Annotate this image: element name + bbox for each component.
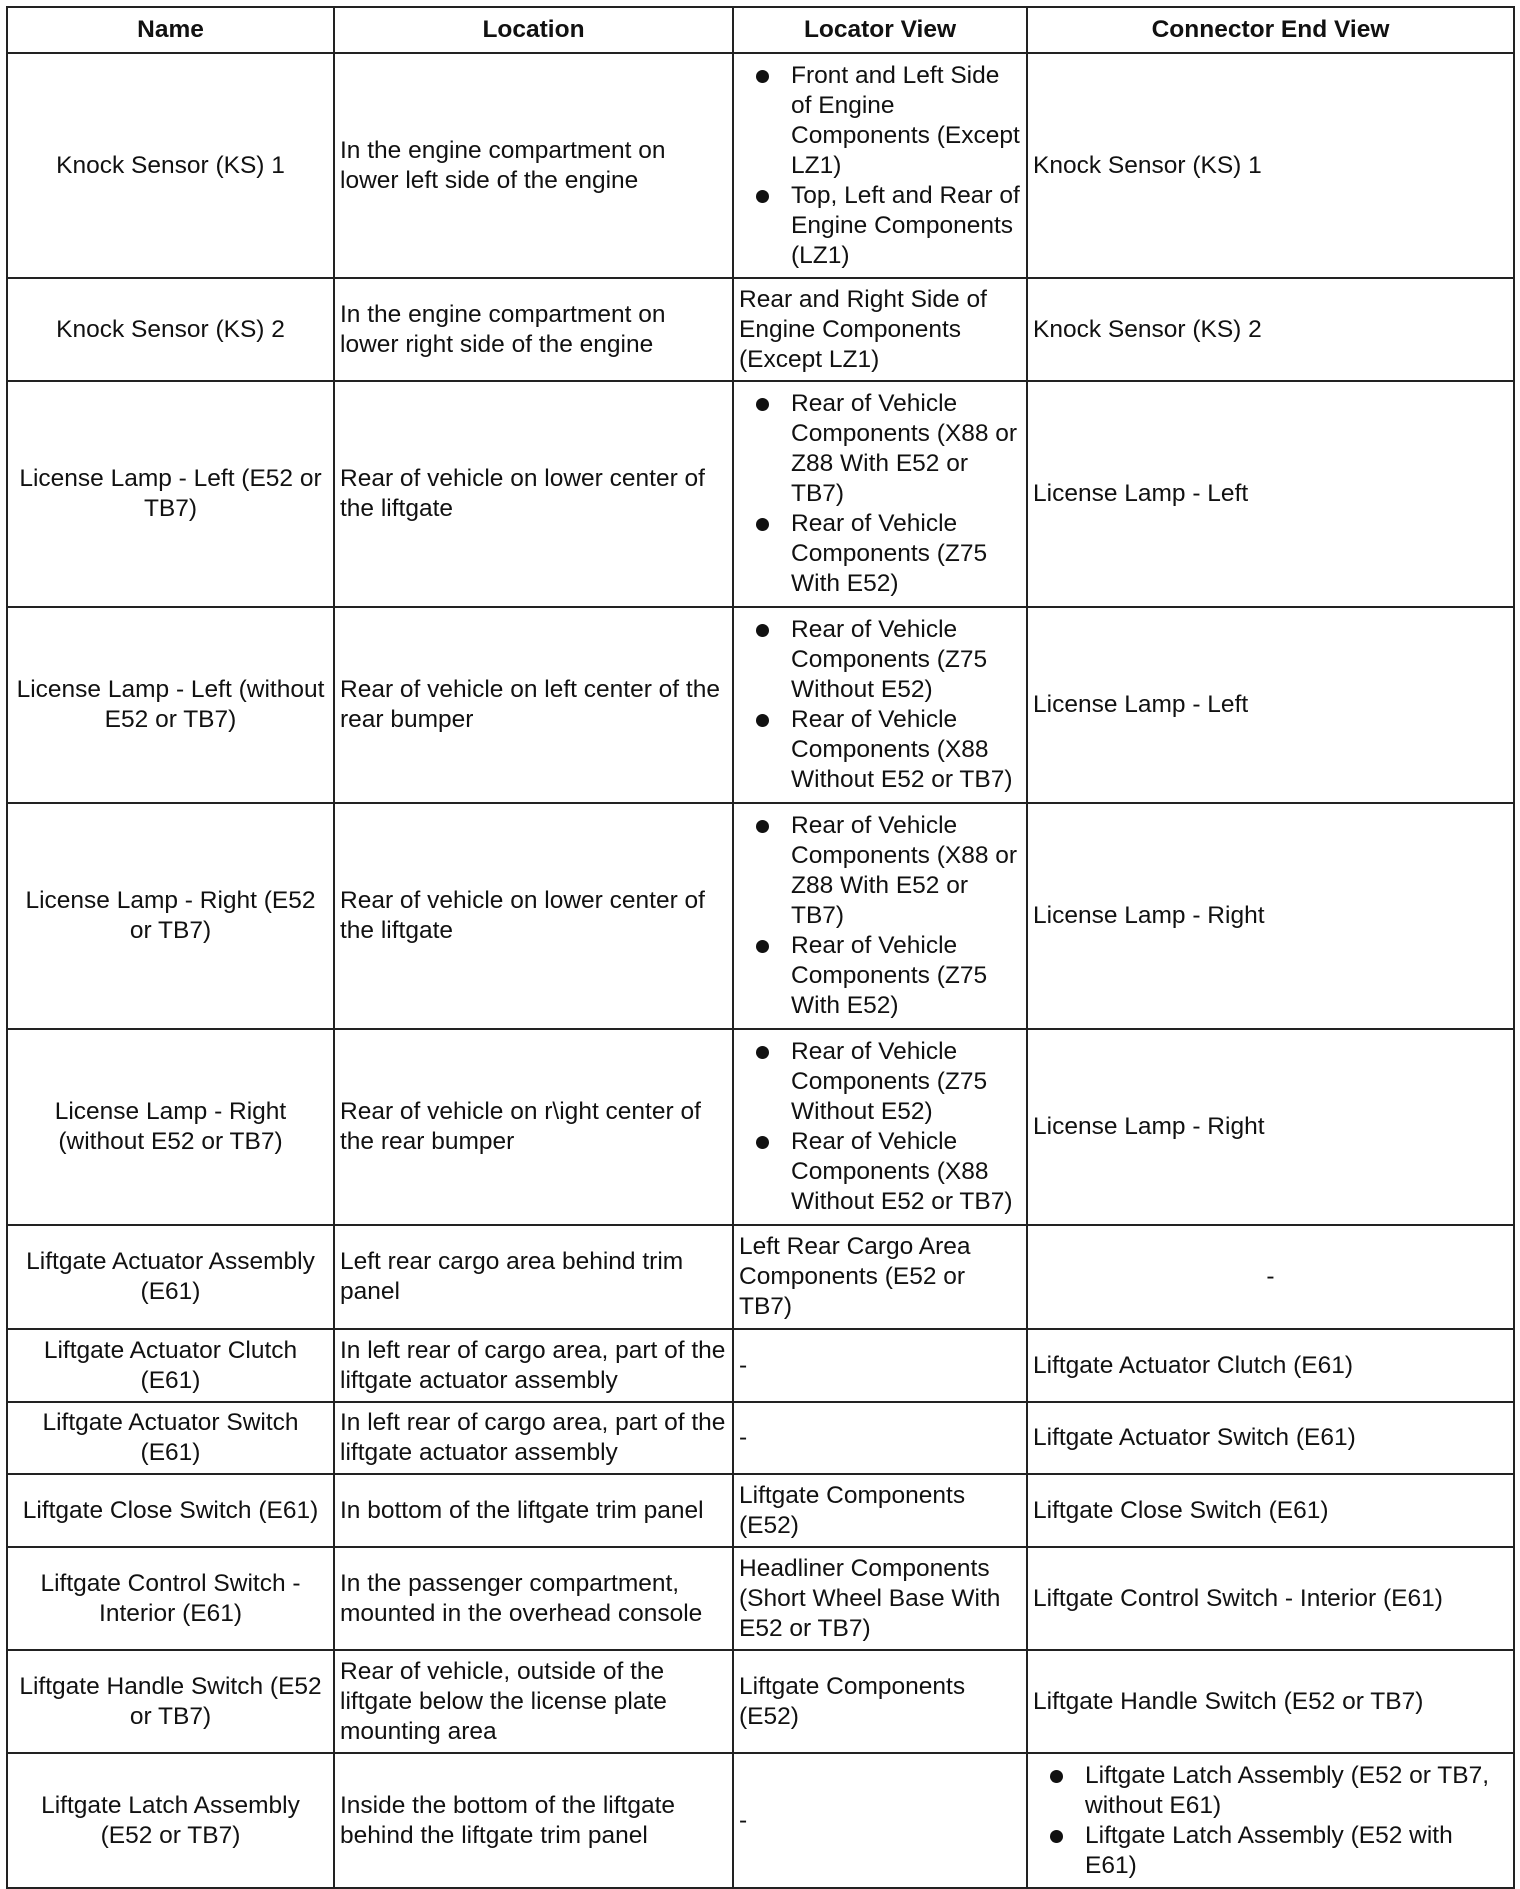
cell-locator-view[interactable]: Liftgate Components (E52): [733, 1474, 1027, 1547]
table-row: [7, 1753, 1514, 1888]
table-row: [7, 1225, 1514, 1329]
cell-locator-view[interactable]: Rear and Right Side of Engine Components (Except LZ1): [733, 278, 1027, 381]
locator-view-link[interactable]: Rear of Vehicle Components (X88 or Z88 With E52 or TB7): [791, 390, 1018, 507]
cell-locator-view: -: [733, 1329, 1027, 1402]
header-connector-end-view: Connector End View: [1027, 7, 1514, 53]
cell-location: In the engine compartment on lower left side of the engine: [334, 53, 733, 278]
bullet-icon: [1050, 1770, 1063, 1783]
table-row: [7, 1029, 1514, 1225]
cell-locator-view[interactable]: Liftgate Components (E52): [733, 1650, 1027, 1753]
locator-view-link[interactable]: Rear of Vehicle Components (Z75 With E52): [791, 510, 988, 597]
bullet-icon: [756, 518, 769, 531]
cell-name: Liftgate Handle Switch (E52 or TB7): [7, 1650, 334, 1753]
locator-view-link[interactable]: Rear of Vehicle Components (Z75 Without E52): [791, 1038, 988, 1125]
bullet-icon: [756, 1136, 769, 1149]
list-item[interactable]: [791, 61, 1021, 181]
cell-locator-view: -: [733, 1402, 1027, 1474]
table-row: [7, 1329, 1514, 1402]
cell-locator-view: [733, 53, 1027, 278]
cell-location: In the engine compartment on lower right side of the engine: [334, 278, 733, 381]
locator-view-link[interactable]: Rear of Vehicle Components (Z75 With E52): [791, 932, 988, 1019]
cell-name: License Lamp - Right (without E52 or TB7): [7, 1029, 334, 1225]
list-item[interactable]: [1085, 1821, 1508, 1881]
locator-view-list: [739, 61, 1021, 271]
cell-connector-end-view[interactable]: Liftgate Close Switch (E61): [1027, 1474, 1514, 1547]
cell-connector-end-view[interactable]: License Lamp - Right: [1027, 803, 1514, 1029]
bullet-icon: [756, 940, 769, 953]
cell-connector-end-view[interactable]: Liftgate Actuator Switch (E61): [1027, 1402, 1514, 1474]
cell-name: Liftgate Actuator Assembly (E61): [7, 1225, 334, 1329]
header-name: Name: [7, 7, 334, 53]
cell-location: In left rear of cargo area, part of the liftgate actuator assembly: [334, 1402, 733, 1474]
locator-view-link[interactable]: Front and Left Side of Engine Components (Except LZ1): [791, 61, 1020, 179]
locator-view-list: [739, 615, 1021, 795]
cell-location: Rear of vehicle on left center of the rear bumper: [334, 607, 733, 803]
table-row: [7, 1402, 1514, 1474]
cell-connector-end-view[interactable]: Liftgate Handle Switch (E52 or TB7): [1027, 1650, 1514, 1753]
cell-location: Rear of vehicle on lower center of the liftgate: [334, 381, 733, 607]
cell-location: In left rear of cargo area, part of the liftgate actuator assembly: [334, 1329, 733, 1402]
locator-view-list: [739, 811, 1021, 1021]
list-item[interactable]: [1085, 1761, 1508, 1821]
locator-view-link[interactable]: Rear of Vehicle Components (X88 Without E52 or TB7): [791, 1128, 1013, 1215]
cell-connector-end-view: -: [1027, 1225, 1514, 1329]
list-item[interactable]: [791, 1037, 1021, 1127]
cell-locator-view: -: [733, 1753, 1027, 1888]
list-item[interactable]: [791, 705, 1021, 795]
list-item[interactable]: [791, 1127, 1021, 1217]
cell-name: License Lamp - Right (E52 or TB7): [7, 803, 334, 1029]
locator-view-link[interactable]: Rear of Vehicle Components (X88 Without E52 or TB7): [791, 706, 1013, 793]
list-item[interactable]: [791, 509, 1021, 599]
cell-name: Liftgate Latch Assembly (E52 or TB7): [7, 1753, 334, 1888]
locator-view-list: [739, 1037, 1021, 1217]
cell-name: Liftgate Actuator Switch (E61): [7, 1402, 334, 1474]
cell-connector-end-view[interactable]: Liftgate Control Switch - Interior (E61): [1027, 1547, 1514, 1650]
cell-locator-view: [733, 607, 1027, 803]
cell-connector-end-view[interactable]: License Lamp - Left: [1027, 607, 1514, 803]
list-item[interactable]: [791, 811, 1021, 931]
cell-name: Knock Sensor (KS) 2: [7, 278, 334, 381]
cell-connector-end-view[interactable]: Knock Sensor (KS) 2: [1027, 278, 1514, 381]
header-locator-view: Locator View: [733, 7, 1027, 53]
cell-location: Rear of vehicle on lower center of the liftgate: [334, 803, 733, 1029]
bullet-icon: [756, 398, 769, 411]
locator-view-link[interactable]: Top, Left and Rear of Engine Components (LZ1): [791, 181, 1020, 269]
cell-locator-view: [733, 803, 1027, 1029]
bullet-icon: [756, 1046, 769, 1059]
header-row: [7, 7, 1514, 53]
list-item[interactable]: [791, 389, 1021, 509]
list-item[interactable]: [791, 931, 1021, 1021]
cell-connector-end-view[interactable]: License Lamp - Right: [1027, 1029, 1514, 1225]
bullet-icon: [756, 714, 769, 727]
cell-name: Liftgate Actuator Clutch (E61): [7, 1329, 334, 1402]
cell-connector-end-view[interactable]: Knock Sensor (KS) 1: [1027, 53, 1514, 278]
cell-location: In the passenger compartment, mounted in the overhead console: [334, 1547, 733, 1650]
cell-locator-view[interactable]: Headliner Components (Short Wheel Base With E52 or TB7): [733, 1547, 1027, 1650]
table-row: [7, 1650, 1514, 1753]
bullet-icon: [756, 70, 769, 83]
bullet-icon: [756, 624, 769, 637]
cell-location: In bottom of the liftgate trim panel: [334, 1474, 733, 1547]
cell-location: Left rear cargo area behind trim panel: [334, 1225, 733, 1329]
cell-locator-view: [733, 1029, 1027, 1225]
table-row: [7, 803, 1514, 1029]
cell-name: License Lamp - Left (E52 or TB7): [7, 381, 334, 607]
connector-end-view-link[interactable]: Liftgate Latch Assembly (E52 with E61): [1085, 1821, 1453, 1879]
cell-connector-end-view: [1027, 1753, 1514, 1888]
cell-locator-view: [733, 381, 1027, 607]
cell-name: Liftgate Control Switch - Interior (E61): [7, 1547, 334, 1650]
connector-end-view-link[interactable]: Liftgate Latch Assembly (E52 or TB7, without E61): [1085, 1761, 1490, 1819]
cell-name: Liftgate Close Switch (E61): [7, 1474, 334, 1547]
bullet-icon: [756, 190, 769, 203]
table-row: [7, 1474, 1514, 1547]
table-row: [7, 278, 1514, 381]
list-item[interactable]: [791, 181, 1021, 271]
locator-view-link[interactable]: Rear of Vehicle Components (X88 or Z88 With E52 or TB7): [791, 812, 1018, 929]
list-item[interactable]: [791, 615, 1021, 705]
header-location: Location: [334, 7, 733, 53]
table-row: [7, 381, 1514, 607]
component-table: [6, 6, 1515, 1889]
component-locator-document: [6, 6, 1515, 1889]
bullet-icon: [756, 820, 769, 833]
locator-view-link[interactable]: Rear of Vehicle Components (Z75 Without E52): [791, 616, 988, 703]
table-row: [7, 607, 1514, 803]
cell-location: Inside the bottom of the liftgate behind the liftgate trim panel: [334, 1753, 733, 1888]
bullet-icon: [1050, 1830, 1063, 1843]
cell-connector-end-view[interactable]: License Lamp - Left: [1027, 381, 1514, 607]
table-row: [7, 53, 1514, 278]
cell-locator-view[interactable]: Left Rear Cargo Area Components (E52 or TB7): [733, 1225, 1027, 1329]
cell-name: Knock Sensor (KS) 1: [7, 53, 334, 278]
table-row: [7, 1547, 1514, 1650]
connector-end-view-list: [1033, 1761, 1508, 1881]
cell-name: License Lamp - Left (without E52 or TB7): [7, 607, 334, 803]
cell-location: Rear of vehicle, outside of the liftgate below the license plate mounting area: [334, 1650, 733, 1753]
locator-view-list: [739, 389, 1021, 599]
cell-connector-end-view[interactable]: Liftgate Actuator Clutch (E61): [1027, 1329, 1514, 1402]
cell-location: Rear of vehicle on r\ight center of the rear bumper: [334, 1029, 733, 1225]
